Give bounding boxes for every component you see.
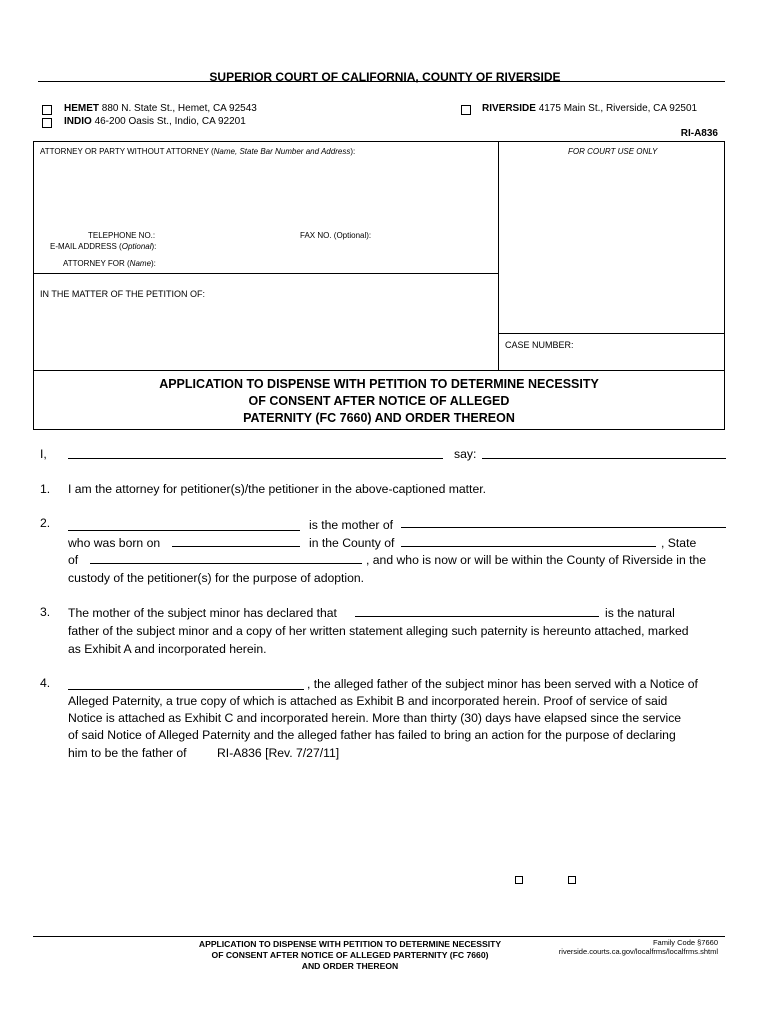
alleged-father-field[interactable] — [355, 616, 599, 617]
email-label — [50, 242, 156, 251]
hemet-checkbox[interactable] — [42, 105, 52, 115]
footer-line-3: AND ORDER THEREON — [301, 961, 399, 971]
attorney-label — [40, 147, 355, 156]
indio-address: 46-200 Oasis St., Indio, CA 92201 — [94, 116, 246, 127]
p2-custody: custody of the petitioner(s) for the purpose of adoption. — [68, 571, 365, 585]
say-field[interactable] — [482, 458, 726, 459]
telephone-label: TELEPHONE NO.: — [88, 231, 156, 240]
riverside-location — [482, 103, 697, 114]
p4-line-5b: RI-A836 [Rev. 7/27/11] — [217, 746, 340, 760]
p1-number: 1. — [40, 482, 51, 496]
form-number: RI-A836 — [680, 128, 718, 139]
p3-number: 3. — [40, 605, 51, 619]
case-number-label: CASE NUMBER: — [505, 340, 574, 350]
birth-state-field[interactable] — [90, 563, 362, 564]
served-father-field[interactable] — [68, 689, 304, 690]
court-title: SUPERIOR COURT OF CALIFORNIA, COUNTY OF RIVERSIDE — [209, 70, 561, 84]
matter-label: IN THE MATTER OF THE PETITION OF: — [40, 289, 206, 299]
heading-rule — [33, 370, 725, 371]
birth-date-field[interactable] — [172, 546, 300, 547]
p4-line-2: Alleged Paternity, a true copy of which is attached as Exhibit B and incorporated herein. Proof of service of said — [68, 694, 668, 708]
p2-of: of — [68, 553, 79, 567]
attorney-for-label — [63, 259, 156, 268]
heading-line-2: OF CONSENT AFTER NOTICE OF ALLEGED — [248, 394, 510, 408]
email-label-italic: Optional — [121, 242, 152, 251]
indio-name: INDIO — [64, 116, 92, 127]
court-use-label: FOR COURT USE ONLY — [568, 147, 658, 156]
p4-line-1: , the alleged father of the subject minor has been served with a Notice of — [307, 677, 698, 691]
footer-line-1: APPLICATION TO DISPENSE WITH PETITION TO DETERMINE NECESSITY — [198, 939, 502, 949]
indio-checkbox[interactable] — [42, 118, 52, 128]
p2-mother: is the mother of — [309, 518, 393, 532]
attorney-label-italic: Name, State Bar Number and Address — [213, 147, 351, 156]
mother-name-field[interactable] — [68, 530, 300, 531]
attorney-for-italic: Name — [129, 259, 152, 268]
court-use-rule — [498, 333, 725, 334]
heading-line-3: PATERNITY (FC 7660) AND ORDER THEREON — [243, 411, 515, 425]
attorney-section-rule — [33, 273, 499, 274]
hemet-name: HEMET — [64, 103, 99, 114]
p2-county: in the County of — [309, 536, 395, 550]
attorney-label-end: ): — [350, 147, 356, 156]
riverside-name: RIVERSIDE — [482, 103, 536, 114]
footer-line-2: OF CONSENT AFTER NOTICE OF ALLEGED PARTERNITY (FC 7660) — [211, 950, 489, 960]
p2-within: , and who is now or will be within the County of Riverside in the — [366, 553, 707, 567]
p3-declared: The mother of the subject minor has declared that — [68, 606, 337, 620]
hemet-address: 880 N. State St., Hemet, CA 92543 — [101, 103, 257, 114]
declarant-name-field[interactable] — [68, 458, 443, 459]
lower-checkbox-2[interactable] — [568, 876, 576, 884]
p2-number: 2. — [40, 516, 51, 530]
p2-born: who was born on — [68, 536, 161, 550]
attorney-for-end: ): — [151, 259, 156, 268]
fax-label: FAX NO. (Optional): — [300, 231, 372, 240]
child-name-field[interactable] — [401, 527, 726, 528]
footer-rule — [33, 936, 725, 937]
hemet-location — [64, 103, 257, 114]
riverside-address: 4175 Main St., Riverside, CA 92501 — [538, 103, 698, 114]
p3-natural: is the natural — [605, 606, 675, 620]
p3-line-3: as Exhibit A and incorporated herein. — [68, 642, 267, 656]
indio-location — [64, 116, 246, 127]
footer-references — [559, 938, 718, 956]
p1-text: I am the attorney for petitioner(s)/the petitioner in the above-captioned matter. — [68, 482, 486, 496]
p4-line-5a: him to be the father of — [68, 746, 187, 760]
intro-i: I, — [40, 447, 47, 461]
email-label-end: ): — [151, 242, 157, 251]
lower-checkbox-1[interactable] — [515, 876, 523, 884]
court-url: riverside.courts.ca.gov/localfrms/localfrms.shtml — [558, 947, 718, 956]
p4-number: 4. — [40, 676, 51, 690]
p4-line-4: of said Notice of Alleged Paternity and the alleged father has failed to bring an action for the purpose of declaring — [68, 728, 676, 742]
birth-county-field[interactable] — [401, 546, 656, 547]
heading-line-1: APPLICATION TO DISPENSE WITH PETITION TO DETERMINE NECESSITY — [159, 377, 599, 391]
email-label-text: E-MAIL ADDRESS ( — [50, 242, 122, 251]
intro-say: say: — [454, 447, 477, 461]
caption-divider — [498, 141, 499, 370]
riverside-checkbox[interactable] — [461, 105, 471, 115]
attorney-label-text: ATTORNEY OR PARTY WITHOUT ATTORNEY ( — [40, 147, 214, 156]
p4-line-3: Notice is attached as Exhibit C and incorporated herein. More than thirty (30) days have elapsed since the service — [68, 711, 682, 725]
attorney-for-text: ATTORNEY FOR ( — [63, 259, 130, 268]
p2-state: , State — [661, 536, 697, 550]
family-code: Family Code §7660 — [652, 938, 718, 947]
footer-title — [165, 939, 535, 972]
p3-line-2: father of the subject minor and a copy of her written statement alleging such paternity is hereunto attached, marked — [68, 624, 689, 638]
form-heading — [33, 376, 725, 427]
